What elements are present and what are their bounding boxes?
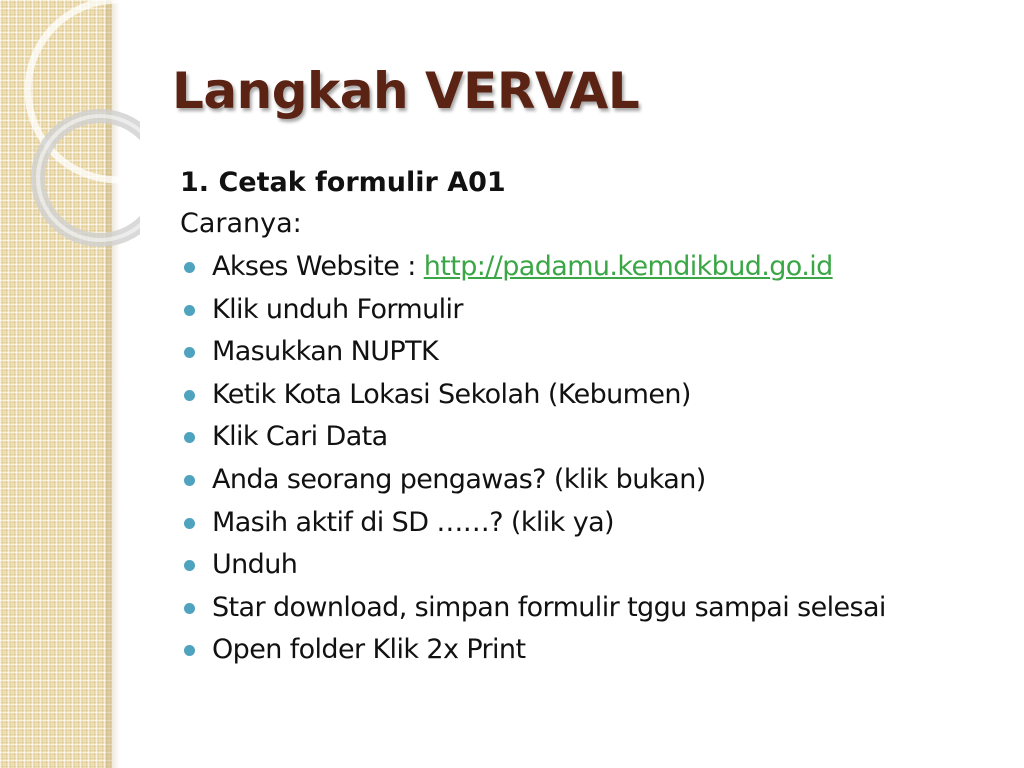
list-item xyxy=(180,459,1000,502)
bullet-icon xyxy=(184,603,195,614)
slide-title: Langkah VERVAL xyxy=(172,62,640,120)
slide-content xyxy=(180,164,1000,672)
step-text: Anda seorang pengawas? (klik bukan) xyxy=(212,463,706,495)
list-item xyxy=(180,331,1000,374)
step-text: Akses Website : xyxy=(212,251,424,282)
list-item xyxy=(180,416,1000,459)
bullet-icon xyxy=(184,518,195,529)
website-link[interactable]: http://padamu.kemdikbud.go.id xyxy=(423,251,833,282)
step-heading: 1. Cetak formulir A01 xyxy=(180,167,506,198)
bullet-icon xyxy=(184,475,195,486)
bullet-icon xyxy=(184,347,195,358)
list-item xyxy=(180,544,1000,587)
step-text: Masukkan NUPTK xyxy=(212,336,439,368)
step-text: Unduh xyxy=(212,549,298,581)
step-text: Masih aktif di SD ……? (klik ya) xyxy=(212,506,614,538)
bullet-icon xyxy=(184,390,195,401)
step-text: Ketik Kota Lokasi Sekolah (Kebumen) xyxy=(212,378,691,410)
list-item xyxy=(180,374,1000,417)
list-item xyxy=(180,502,1000,545)
step-text: Klik unduh Formulir xyxy=(212,293,463,325)
list-item xyxy=(180,289,1000,332)
step-text: Star download, simpan formulir tggu sampai selesai xyxy=(212,591,886,623)
bullet-icon xyxy=(184,645,195,656)
list-item xyxy=(180,587,1000,630)
step-text: Klik Cari Data xyxy=(212,421,388,453)
decorative-rings xyxy=(0,0,140,260)
steps-list xyxy=(180,246,1000,672)
bullet-icon xyxy=(184,262,195,273)
list-item xyxy=(180,629,1000,672)
list-item xyxy=(180,246,1000,289)
method-label: Caranya: xyxy=(180,208,302,239)
step-text: Open folder Klik 2x Print xyxy=(212,634,526,666)
bullet-icon xyxy=(184,560,195,571)
bullet-icon xyxy=(184,432,195,443)
bullet-icon xyxy=(184,305,195,316)
